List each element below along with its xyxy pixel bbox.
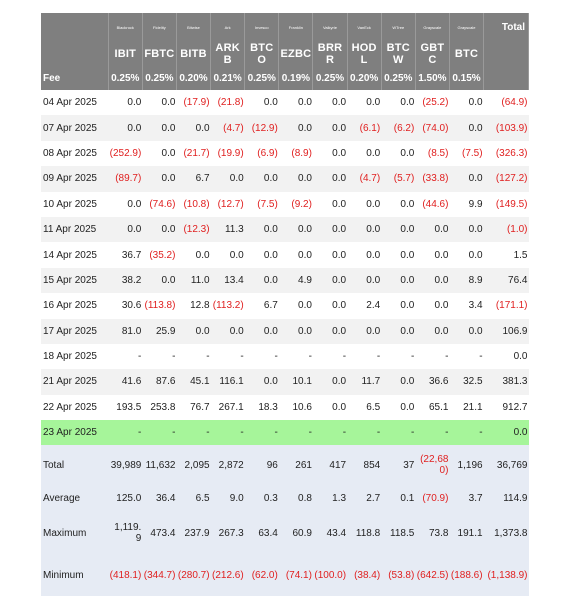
- issuer-name: Grayscale: [449, 13, 483, 41]
- issuer-name: Invesco: [245, 13, 279, 41]
- flow-value: 116.1: [211, 369, 245, 394]
- flow-value: 0.0: [142, 115, 176, 140]
- flow-value: 0.0: [279, 166, 313, 191]
- ticker-symbol: BTCO: [245, 41, 279, 67]
- summary-value: 118.8: [347, 512, 381, 555]
- flow-value: 65.1: [415, 395, 449, 420]
- fee-value: 0.25%: [313, 67, 347, 90]
- summary-value: 1,196: [449, 446, 483, 485]
- flow-value: 11.0: [176, 268, 210, 293]
- flow-value: 0.0: [211, 242, 245, 267]
- table-header: [41, 13, 529, 90]
- flow-value: -: [142, 344, 176, 369]
- flow-value: 0.0: [313, 293, 347, 318]
- table-row: [41, 268, 529, 293]
- issuer-header-row: [41, 13, 529, 41]
- flow-value: -: [313, 344, 347, 369]
- flow-value: 0.0: [142, 268, 176, 293]
- flow-value: 0.0: [313, 141, 347, 166]
- summary-value: 37: [381, 446, 415, 485]
- flow-value: 0.0: [279, 90, 313, 115]
- flow-value: -: [211, 420, 245, 446]
- row-date: 17 Apr 2025: [41, 319, 108, 344]
- header-blank-cell: [41, 41, 108, 67]
- flow-value: 0.0: [245, 369, 279, 394]
- fee-value: 0.20%: [176, 67, 210, 90]
- flow-value: (6.2): [381, 115, 415, 140]
- flow-value: -: [279, 344, 313, 369]
- ticker-symbol: ARKB: [211, 41, 245, 67]
- summary-value: 473.4: [142, 512, 176, 555]
- summary-value: 2.7: [347, 485, 381, 512]
- table-row: [41, 115, 529, 140]
- table-row: [41, 369, 529, 394]
- flow-value: 0.0: [347, 90, 381, 115]
- summary-value: 3.7: [449, 485, 483, 512]
- summary-value: (22,680): [415, 446, 449, 485]
- flow-value: (7.5): [245, 192, 279, 217]
- flow-value: (113.2): [211, 293, 245, 318]
- row-total: 1.5: [484, 242, 529, 267]
- summary-value: 261: [279, 446, 313, 485]
- flow-value: (17.9): [176, 90, 210, 115]
- row-total: 76.4: [484, 268, 529, 293]
- flow-value: 0.0: [108, 217, 142, 242]
- flow-value: -: [245, 344, 279, 369]
- summary-row: [41, 485, 529, 512]
- table-row: [41, 242, 529, 267]
- flow-value: 0.0: [245, 268, 279, 293]
- fee-value: 0.20%: [347, 67, 381, 90]
- summary-value: 1,119.9: [108, 512, 142, 555]
- ticker-symbol: IBIT: [108, 41, 142, 67]
- flow-value: 0.0: [279, 293, 313, 318]
- summary-value: (74.1): [279, 555, 313, 597]
- flow-value: 0.0: [176, 242, 210, 267]
- flow-value: (89.7): [108, 166, 142, 191]
- flow-value: 0.0: [381, 141, 415, 166]
- ticker-header-row: [41, 41, 529, 67]
- flow-value: (4.7): [347, 166, 381, 191]
- flow-value: 0.0: [279, 115, 313, 140]
- flow-value: 45.1: [176, 369, 210, 394]
- flow-value: 6.7: [176, 166, 210, 191]
- summary-value: 0.8: [279, 485, 313, 512]
- row-date: 22 Apr 2025: [41, 395, 108, 420]
- fee-value: 0.19%: [279, 67, 313, 90]
- table-row: [41, 293, 529, 318]
- table-row: [41, 90, 529, 115]
- row-total: 912.7: [484, 395, 529, 420]
- flow-value: 11.3: [211, 217, 245, 242]
- flow-value: -: [211, 344, 245, 369]
- summary-value: (62.0): [245, 555, 279, 597]
- row-total: (1.0): [484, 217, 529, 242]
- row-date: 21 Apr 2025: [41, 369, 108, 394]
- flow-value: 0.0: [381, 242, 415, 267]
- summary-value: 2,872: [211, 446, 245, 485]
- summary-value: (418.1): [108, 555, 142, 597]
- flow-value: 0.0: [347, 192, 381, 217]
- header-blank-cell: [484, 67, 529, 90]
- summary-row: [41, 446, 529, 485]
- summary-value: (280.7): [176, 555, 210, 597]
- table-row: [41, 395, 529, 420]
- issuer-name: Ark: [211, 13, 245, 41]
- summary-value: 11,632: [142, 446, 176, 485]
- flow-value: (12.3): [176, 217, 210, 242]
- summary-rows: [41, 446, 529, 597]
- row-total: 0.0: [484, 344, 529, 369]
- issuer-name: Blackrock: [108, 13, 142, 41]
- summary-value: 2,095: [176, 446, 210, 485]
- etf-flow-table: [41, 13, 529, 596]
- flow-value: 0.0: [313, 192, 347, 217]
- flow-value: (35.2): [142, 242, 176, 267]
- flow-value: 0.0: [245, 90, 279, 115]
- row-total: (326.3): [484, 141, 529, 166]
- flow-value: 0.0: [211, 166, 245, 191]
- summary-label: Maximum: [41, 512, 108, 555]
- flow-value: -: [415, 420, 449, 446]
- flow-value: 0.0: [449, 115, 483, 140]
- flow-value: (21.8): [211, 90, 245, 115]
- ticker-symbol: BTCW: [381, 41, 415, 67]
- flow-value: 0.0: [347, 217, 381, 242]
- row-total: 381.3: [484, 369, 529, 394]
- flow-value: (44.6): [415, 192, 449, 217]
- flow-value: 81.0: [108, 319, 142, 344]
- header-corner-cell: [41, 13, 108, 41]
- issuer-name: VanEck: [347, 13, 381, 41]
- flow-value: 0.0: [347, 319, 381, 344]
- summary-value: (100.0): [313, 555, 347, 597]
- summary-value: 237.9: [176, 512, 210, 555]
- flow-value: (252.9): [108, 141, 142, 166]
- flow-value: 11.7: [347, 369, 381, 394]
- summary-value: 0.1: [381, 485, 415, 512]
- flow-value: -: [245, 420, 279, 446]
- flow-value: 0.0: [381, 319, 415, 344]
- row-date: 04 Apr 2025: [41, 90, 108, 115]
- issuer-name: Fidelity: [142, 13, 176, 41]
- table-row: [41, 166, 529, 191]
- row-date: 11 Apr 2025: [41, 217, 108, 242]
- flow-value: 0.0: [381, 395, 415, 420]
- flow-value: 8.9: [449, 268, 483, 293]
- summary-value: (70.9): [415, 485, 449, 512]
- fee-value: 0.25%: [142, 67, 176, 90]
- flow-value: 0.0: [279, 217, 313, 242]
- fee-label: Fee: [41, 67, 108, 90]
- flow-value: -: [449, 420, 483, 446]
- row-date: 08 Apr 2025: [41, 141, 108, 166]
- flow-value: (6.9): [245, 141, 279, 166]
- flow-value: 0.0: [142, 166, 176, 191]
- summary-total: 36,769: [484, 446, 529, 485]
- flow-value: 0.0: [415, 268, 449, 293]
- summary-value: 854: [347, 446, 381, 485]
- flow-value: (5.7): [381, 166, 415, 191]
- flow-value: 0.0: [313, 268, 347, 293]
- flow-value: 0.0: [279, 319, 313, 344]
- row-date: 07 Apr 2025: [41, 115, 108, 140]
- flow-value: 0.0: [313, 217, 347, 242]
- flow-value: 0.0: [313, 90, 347, 115]
- header-blank-cell: [484, 41, 529, 67]
- flow-value: 0.0: [415, 293, 449, 318]
- fee-value: 0.25%: [245, 67, 279, 90]
- flow-value: 25.9: [142, 319, 176, 344]
- total-column-header: Total: [484, 13, 529, 41]
- flow-value: 0.0: [142, 217, 176, 242]
- row-total: 106.9: [484, 319, 529, 344]
- flow-value: 41.6: [108, 369, 142, 394]
- flow-value: 10.1: [279, 369, 313, 394]
- flow-value: 0.0: [279, 242, 313, 267]
- flow-value: -: [108, 420, 142, 446]
- flow-value: 13.4: [211, 268, 245, 293]
- issuer-name: Franklin: [279, 13, 313, 41]
- flow-value: (12.9): [245, 115, 279, 140]
- flow-value: 0.0: [313, 115, 347, 140]
- flow-value: (19.9): [211, 141, 245, 166]
- flow-value: 0.0: [142, 90, 176, 115]
- row-date: 18 Apr 2025: [41, 344, 108, 369]
- flow-value: (8.9): [279, 141, 313, 166]
- flow-value: (33.8): [415, 166, 449, 191]
- fee-value: 0.25%: [108, 67, 142, 90]
- flow-value: 0.0: [415, 217, 449, 242]
- fee-value: 0.15%: [449, 67, 483, 90]
- row-date: 10 Apr 2025: [41, 192, 108, 217]
- summary-value: 417: [313, 446, 347, 485]
- flow-value: (74.0): [415, 115, 449, 140]
- flow-value: -: [347, 420, 381, 446]
- table-row: [41, 217, 529, 242]
- summary-value: 43.4: [313, 512, 347, 555]
- table-row: [41, 319, 529, 344]
- flow-value: 0.0: [381, 217, 415, 242]
- summary-value: 39,989: [108, 446, 142, 485]
- flow-value: 253.8: [142, 395, 176, 420]
- summary-value: (188.6): [449, 555, 483, 597]
- fee-header-row: [41, 67, 529, 90]
- summary-value: (53.8): [381, 555, 415, 597]
- flow-value: 9.9: [449, 192, 483, 217]
- fee-value: 0.21%: [211, 67, 245, 90]
- flow-value: 0.0: [449, 217, 483, 242]
- flow-value: (12.7): [211, 192, 245, 217]
- summary-value: (344.7): [142, 555, 176, 597]
- summary-total: 114.9: [484, 485, 529, 512]
- flow-value: -: [142, 420, 176, 446]
- summary-row: [41, 512, 529, 555]
- table-row: [41, 141, 529, 166]
- flow-value: 0.0: [313, 319, 347, 344]
- summary-value: (642.5): [415, 555, 449, 597]
- ticker-symbol: BTC: [449, 41, 483, 67]
- summary-total: 1,373.8: [484, 512, 529, 555]
- flow-value: 18.3: [245, 395, 279, 420]
- summary-value: 267.3: [211, 512, 245, 555]
- flow-value: 6.7: [245, 293, 279, 318]
- flow-value: 0.0: [381, 90, 415, 115]
- flow-value: -: [347, 344, 381, 369]
- flow-value: 0.0: [313, 242, 347, 267]
- flow-value: 76.7: [176, 395, 210, 420]
- flow-value: (21.7): [176, 141, 210, 166]
- summary-total: (1,138.9): [484, 555, 529, 597]
- etf-flow-table-container: [41, 13, 529, 596]
- flow-value: 0.0: [415, 242, 449, 267]
- flow-value: 0.0: [449, 90, 483, 115]
- flow-value: 12.8: [176, 293, 210, 318]
- flow-value: 0.0: [108, 90, 142, 115]
- issuer-name: Bitwise: [176, 13, 210, 41]
- flow-value: (113.8): [142, 293, 176, 318]
- flow-value: 0.0: [347, 242, 381, 267]
- flow-value: 0.0: [449, 242, 483, 267]
- flow-value: 0.0: [245, 166, 279, 191]
- ticker-symbol: BRRR: [313, 41, 347, 67]
- ticker-symbol: BITB: [176, 41, 210, 67]
- flow-value: 0.0: [347, 141, 381, 166]
- flow-value: 267.1: [211, 395, 245, 420]
- flow-value: 0.0: [313, 166, 347, 191]
- summary-row: [41, 555, 529, 597]
- flow-value: 30.6: [108, 293, 142, 318]
- flow-value: -: [108, 344, 142, 369]
- summary-label: Average: [41, 485, 108, 512]
- flow-value: (4.7): [211, 115, 245, 140]
- ticker-symbol: GBTC: [415, 41, 449, 67]
- summary-value: (38.4): [347, 555, 381, 597]
- flow-value: -: [415, 344, 449, 369]
- flow-value: 3.4: [449, 293, 483, 318]
- issuer-name: Valkyrie: [313, 13, 347, 41]
- row-total: (149.5): [484, 192, 529, 217]
- flow-value: 0.0: [176, 319, 210, 344]
- flow-value: (9.2): [279, 192, 313, 217]
- flow-value: 32.5: [449, 369, 483, 394]
- row-date: 09 Apr 2025: [41, 166, 108, 191]
- flow-value: 36.7: [108, 242, 142, 267]
- flow-value: (10.8): [176, 192, 210, 217]
- row-date: 16 Apr 2025: [41, 293, 108, 318]
- table-row: [41, 344, 529, 369]
- flow-value: 0.0: [313, 395, 347, 420]
- summary-value: 63.4: [245, 512, 279, 555]
- summary-value: 0.3: [245, 485, 279, 512]
- row-date: 14 Apr 2025: [41, 242, 108, 267]
- flow-value: 0.0: [245, 242, 279, 267]
- flow-value: -: [176, 420, 210, 446]
- row-total: (103.9): [484, 115, 529, 140]
- flow-value: 0.0: [449, 319, 483, 344]
- issuer-name: Grayscale: [415, 13, 449, 41]
- summary-value: 6.5: [176, 485, 210, 512]
- summary-value: 125.0: [108, 485, 142, 512]
- issuer-name: WTree: [381, 13, 415, 41]
- flow-value: 0.0: [245, 319, 279, 344]
- flow-value: 193.5: [108, 395, 142, 420]
- flow-value: (74.6): [142, 192, 176, 217]
- flow-value: -: [381, 420, 415, 446]
- row-date: 23 Apr 2025: [41, 420, 108, 446]
- flow-value: 0.0: [381, 268, 415, 293]
- flow-value: 38.2: [108, 268, 142, 293]
- flow-value: 0.0: [313, 369, 347, 394]
- summary-value: (212.6): [211, 555, 245, 597]
- summary-value: 60.9: [279, 512, 313, 555]
- flow-value: -: [313, 420, 347, 446]
- summary-value: 1.3: [313, 485, 347, 512]
- flow-value: 0.0: [245, 217, 279, 242]
- flow-value: (25.2): [415, 90, 449, 115]
- summary-value: 36.4: [142, 485, 176, 512]
- flow-value: -: [176, 344, 210, 369]
- flow-value: 0.0: [347, 268, 381, 293]
- flow-value: 0.0: [381, 369, 415, 394]
- row-total: (127.2): [484, 166, 529, 191]
- flow-value: (6.1): [347, 115, 381, 140]
- flow-value: 0.0: [381, 293, 415, 318]
- flow-value: 36.6: [415, 369, 449, 394]
- row-total: 0.0: [484, 420, 529, 446]
- flow-value: 0.0: [108, 192, 142, 217]
- flow-value: 0.0: [108, 115, 142, 140]
- fee-value: 1.50%: [415, 67, 449, 90]
- summary-value: 9.0: [211, 485, 245, 512]
- row-total: (171.1): [484, 293, 529, 318]
- flow-value: -: [381, 344, 415, 369]
- flow-value: 0.0: [415, 319, 449, 344]
- row-total: (64.9): [484, 90, 529, 115]
- flow-value: 10.6: [279, 395, 313, 420]
- flow-value: 0.0: [381, 192, 415, 217]
- flow-value: 0.0: [211, 319, 245, 344]
- flow-value: -: [449, 344, 483, 369]
- fee-value: 0.25%: [381, 67, 415, 90]
- table-row: [41, 192, 529, 217]
- flow-value: 6.5: [347, 395, 381, 420]
- summary-value: 73.8: [415, 512, 449, 555]
- flow-value: 21.1: [449, 395, 483, 420]
- ticker-symbol: FBTC: [142, 41, 176, 67]
- summary-value: 96: [245, 446, 279, 485]
- summary-value: 118.5: [381, 512, 415, 555]
- flow-value: (7.5): [449, 141, 483, 166]
- table-row: [41, 420, 529, 446]
- flow-value: 87.6: [142, 369, 176, 394]
- summary-label: Minimum: [41, 555, 108, 597]
- row-date: 15 Apr 2025: [41, 268, 108, 293]
- flow-value: 2.4: [347, 293, 381, 318]
- ticker-symbol: EZBC: [279, 41, 313, 67]
- summary-value: 191.1: [449, 512, 483, 555]
- summary-label: Total: [41, 446, 108, 485]
- flow-value: 0.0: [142, 141, 176, 166]
- flow-value: 0.0: [449, 166, 483, 191]
- flow-value: -: [279, 420, 313, 446]
- flow-value: 4.9: [279, 268, 313, 293]
- ticker-symbol: HODL: [347, 41, 381, 67]
- daily-flow-rows: [41, 90, 529, 446]
- flow-value: 0.0: [176, 115, 210, 140]
- flow-value: (8.5): [415, 141, 449, 166]
